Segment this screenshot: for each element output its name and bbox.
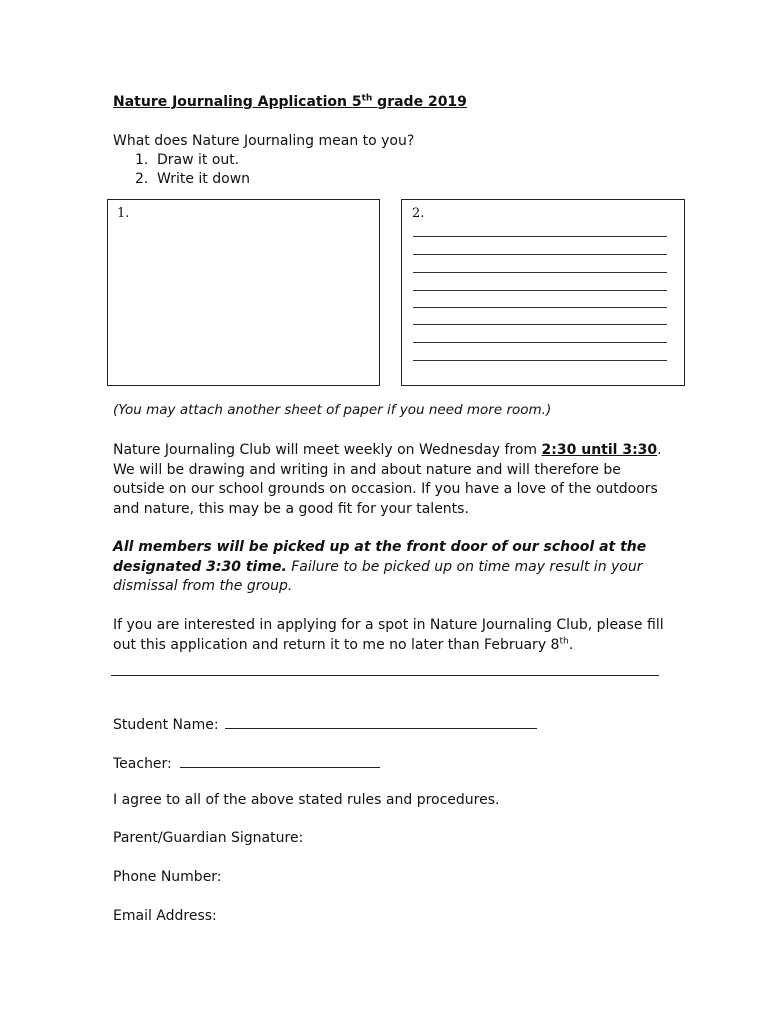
writing-line	[413, 360, 667, 361]
meeting-time: 2:30 until 3:30	[541, 442, 658, 458]
write-box[interactable]	[401, 199, 685, 386]
pickup-paragraph: All members will be picked up at the front door of our school at the designated 3:30 time. Failure to be picked up on time may result in your dismissal from the group.	[113, 539, 647, 594]
student-name-line[interactable]	[225, 714, 537, 729]
student-name-field[interactable]	[113, 714, 537, 733]
teacher-field[interactable]	[113, 753, 380, 772]
list-item	[135, 171, 250, 187]
student-name-label: Student Name:	[113, 717, 219, 733]
list-text: Write it down	[157, 171, 251, 187]
writing-line	[413, 236, 667, 237]
list-text: Draw it out.	[157, 152, 240, 168]
draw-box[interactable]	[107, 199, 380, 386]
list-number: 1.	[135, 152, 149, 168]
question-text: What does Nature Journaling mean to you?	[113, 133, 415, 149]
phone-label: Phone Number:	[113, 869, 222, 885]
draw-box-label: 1.	[117, 206, 130, 221]
signature-label: Parent/Guardian Signature:	[113, 830, 304, 846]
writing-line	[413, 272, 667, 273]
writing-line	[413, 342, 667, 343]
writing-line	[413, 254, 667, 255]
list-number: 2.	[135, 171, 149, 187]
list-item	[135, 152, 239, 168]
meeting-paragraph: Nature Journaling Club will meet weekly on Wednesday from 2:30 until 3:30. We will be drawing and writing in and about nature and will therefore be outside on our school grounds on occasion. If you have a love of the outdoors and nature, this may be a good fit for your talents.	[113, 442, 662, 517]
page-title: Nature Journaling Application 5th grade 2019	[113, 93, 467, 110]
writing-line	[413, 290, 667, 291]
teacher-line[interactable]	[180, 753, 380, 768]
teacher-label: Teacher:	[113, 756, 172, 772]
agree-statement: I agree to all of the above stated rules and procedures.	[113, 792, 500, 808]
writing-line	[413, 307, 667, 308]
attach-note: (You may attach another sheet of paper if you need more room.)	[113, 402, 552, 418]
write-box-label: 2.	[412, 206, 425, 221]
apply-paragraph: If you are interested in applying for a spot in Nature Journaling Club, please fill out this application and return it to me no later than February 8th.	[113, 617, 664, 653]
writing-line	[413, 324, 667, 325]
divider	[111, 675, 659, 676]
email-label: Email Address:	[113, 908, 217, 924]
